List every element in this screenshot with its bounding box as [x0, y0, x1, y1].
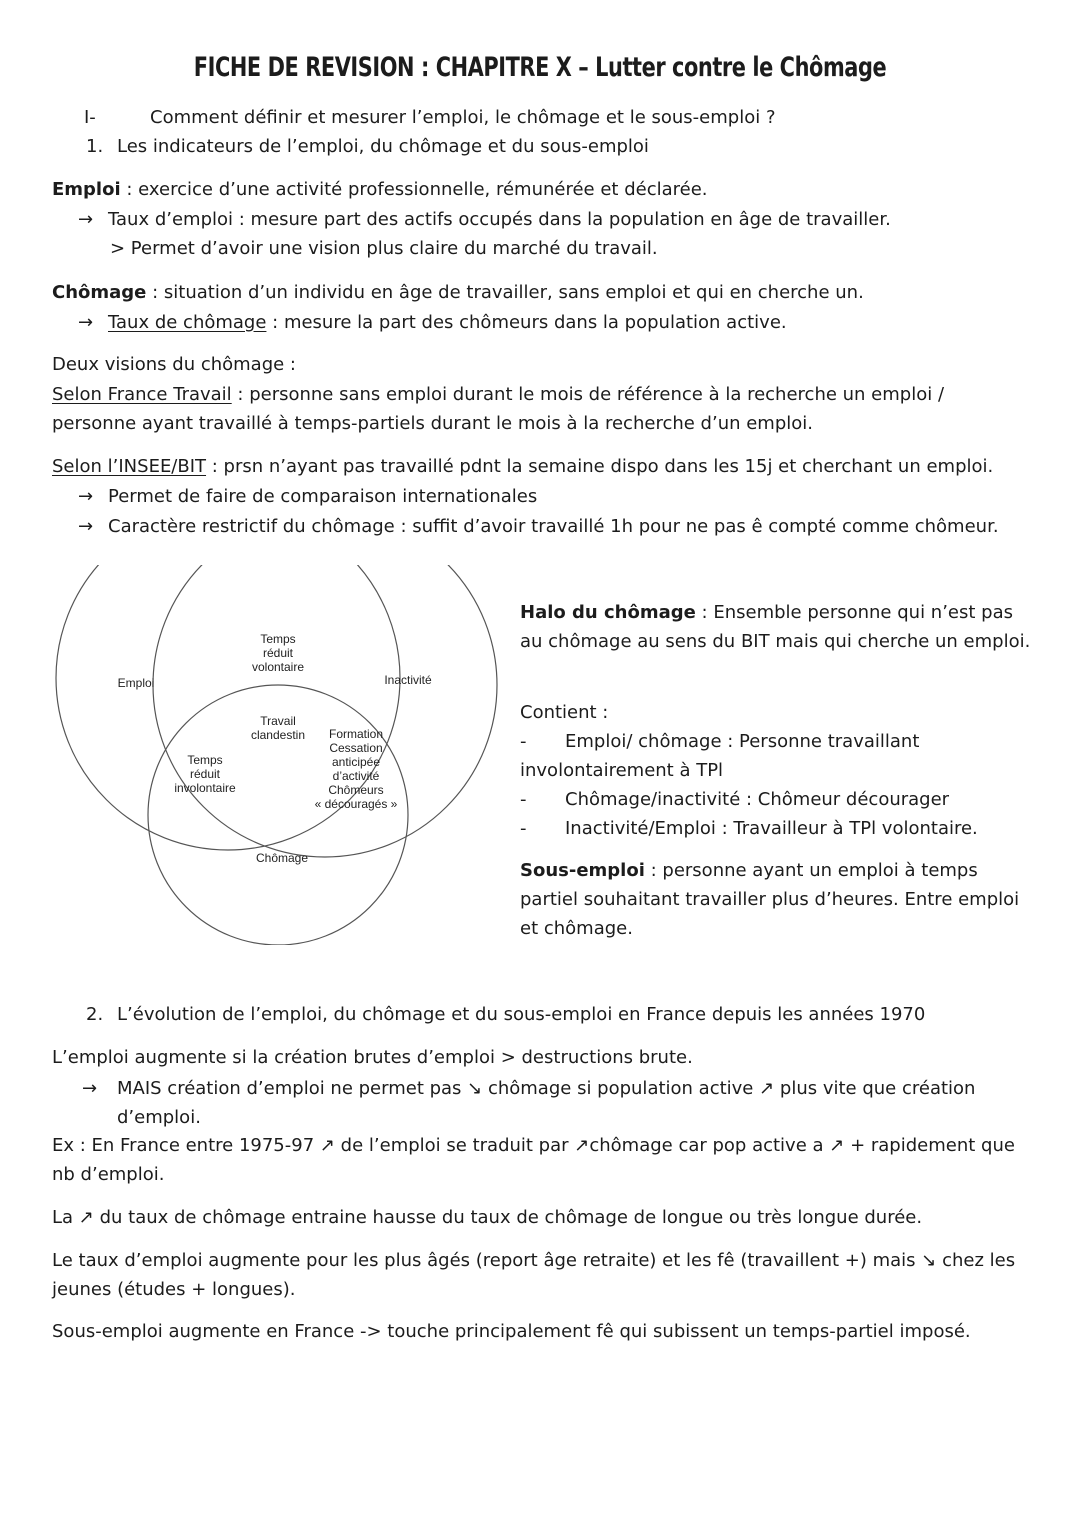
halo-contient: Contient : — [520, 702, 609, 723]
halo-definition — [520, 598, 1035, 656]
venn-diagram — [50, 565, 505, 945]
vision-insee — [52, 453, 993, 481]
insee-bullet-1 — [78, 483, 537, 511]
venn-trv-line-2: réduit — [262, 646, 294, 660]
subsection-1-title: Les indicateurs de l’emploi, du chômage et du sous-emploi — [117, 136, 649, 157]
visions-intro: Deux visions du chômage : — [52, 354, 296, 375]
venn-fc-line-4: d’activité — [332, 769, 380, 783]
venn-fc-line-5: Chômeurs — [328, 783, 384, 797]
subsection-2-heading — [86, 1001, 925, 1029]
section-1-title: Comment définir et mesurer l’emploi, le chômage et le sous-emploi ? — [150, 107, 776, 128]
arrow-right-icon: → — [78, 312, 94, 333]
venn-tc-line-1: Travail — [260, 714, 296, 728]
halo-item-1-text: Emploi/ chômage : Personne travaillant involontairement à TPl — [520, 731, 920, 781]
section-2-example: Ex : En France entre 1975-97 ↗ de l’emploi se traduit par ↗chômage car pop active a ↗ + rapidement que nb d’emploi. — [52, 1135, 1015, 1185]
vision-france-travail — [52, 380, 1022, 438]
insee-def: : prsn n’ayant pas travaillé pdnt la semaine dispo dans les 15j et cherchant un emploi. — [206, 456, 994, 477]
emploi-term: Emploi — [52, 179, 121, 200]
section-2-p1-arrow-text: MAIS création d’emploi ne permet pas ↘ chômage si population active ↗ plus vite que création d’emploi. — [117, 1078, 976, 1128]
halo-item-3-text: Inactivité/Emploi : Travailleur à TPl volontaire. — [565, 818, 978, 839]
section-2-p1-arrow — [82, 1074, 1012, 1132]
france-travail-def: : personne sans emploi durant le mois de référence à la recherche un emploi / personne ayant travaillé à temps-partiels durant le mois à la recherche d’un emploi. — [52, 384, 945, 434]
section-1-numeral: I- — [84, 107, 96, 128]
sous-emploi-def: : personne ayant un emploi à temps partiel souhaitant travailler plus d’heures. Entre emploi et chômage. — [520, 860, 1020, 939]
dash-bullet: - — [520, 789, 527, 810]
section-2-p2: La ↗ du taux de chômage entraine hausse du taux de chômage de longue ou très longue durée. — [52, 1207, 923, 1228]
taux-emploi-text: Taux d’emploi : mesure part des actifs occupés dans la population en âge de travailler. — [108, 209, 891, 230]
taux-chomage-line — [78, 309, 787, 337]
chomage-def: : situation d’un individu en âge de travailler, sans emploi et qui en cherche un. — [146, 282, 864, 303]
insee-bullet-1-text: Permet de faire de comparaison internationales — [108, 486, 538, 507]
insee-bullet-2-text: Caractère restrictif du chômage : suffit d’avoir travaillé 1h pour ne pas ê compté comme chômeur. — [108, 516, 999, 537]
insee-term: Selon l’INSEE/BIT — [52, 456, 207, 477]
venn-label-formation-chomeurs — [315, 727, 398, 811]
sous-emploi-term: Sous-emploi — [520, 860, 645, 881]
halo-item-1 — [520, 727, 1035, 785]
chomage-term: Chômage — [52, 282, 147, 303]
venn-fc-line-3: anticipée — [331, 755, 381, 769]
venn-label-emploi: Emploi — [117, 676, 155, 690]
sous-emploi-definition — [520, 856, 1035, 943]
venn-fc-line-6: « découragés » — [314, 797, 398, 811]
section-2-p3: Le taux d’emploi augmente pour les plus âgés (report âge retraite) et les fê (travaillent +) mais ↘ chez les jeunes (études + longues). — [52, 1250, 1016, 1300]
arrow-right-icon: → — [78, 209, 94, 230]
subsection-2-title: L’évolution de l’emploi, du chômage et du sous-emploi en France depuis les années 1970 — [117, 1004, 926, 1025]
halo-def: : Ensemble personne qui n’est pas au chômage au sens du BIT mais qui cherche un emploi. — [520, 602, 1031, 652]
france-travail-term: Selon France Travail — [52, 384, 232, 405]
section-1-heading — [84, 104, 776, 132]
venn-tc-line-2: clandestin — [250, 728, 306, 742]
venn-fc-line-2: Cessation — [329, 741, 383, 755]
subsection-1-number: 1. — [86, 136, 104, 157]
arrow-right-icon: → — [78, 516, 94, 537]
page-title: FICHE DE REVISION : CHAPITRE X – Lutter contre le Chômage — [193, 52, 887, 83]
venn-label-chomage: Chômage — [255, 851, 309, 865]
halo-item-2-text: Chômage/inactivité : Chômeur décourager — [565, 789, 950, 810]
chomage-definition — [52, 279, 864, 307]
subsection-1-heading — [86, 133, 649, 161]
emploi-def: : exercice d’une activité professionnelle, rémunérée et déclarée. — [120, 179, 708, 200]
dash-bullet: - — [520, 731, 527, 752]
venn-label-temps-reduit-involontaire — [174, 753, 236, 795]
halo-term: Halo du chômage — [520, 602, 696, 623]
venn-tri-line-3: involontaire — [174, 781, 236, 795]
venn-circle-inactivite — [153, 565, 497, 857]
venn-label-travail-clandestin — [251, 714, 305, 742]
dash-bullet: - — [520, 818, 527, 839]
arrow-right-icon: → — [78, 486, 94, 507]
venn-fc-line-1: Formation — [328, 727, 384, 741]
halo-item-3 — [520, 814, 1035, 843]
venn-trv-line-1: Temps — [260, 632, 296, 646]
subsection-2-number: 2. — [86, 1004, 104, 1025]
venn-trv-line-3: volontaire — [251, 660, 305, 674]
venn-label-inactivite: Inactivité — [384, 673, 432, 687]
insee-bullet-2 — [78, 513, 999, 541]
taux-chomage-def: : mesure la part des chômeurs dans la population active. — [266, 312, 787, 333]
section-2-p1: L’emploi augmente si la création brutes d’emploi > destructions brute. — [52, 1047, 693, 1068]
venn-label-temps-reduit-volontaire — [252, 632, 304, 674]
taux-emploi-note: > Permet d’avoir une vision plus claire du marché du travail. — [110, 238, 658, 259]
venn-tri-line-2: réduit — [189, 767, 221, 781]
taux-chomage-term: Taux de chômage — [108, 312, 267, 333]
halo-item-2 — [520, 785, 1035, 814]
arrow-right-icon: → — [82, 1078, 98, 1099]
venn-tri-line-1: Temps — [187, 753, 223, 767]
taux-emploi-line — [78, 206, 891, 234]
section-2-p4: Sous-emploi augmente en France -> touche principalement fê qui subissent un temps-partiel imposé. — [52, 1321, 971, 1342]
emploi-definition — [52, 176, 708, 204]
